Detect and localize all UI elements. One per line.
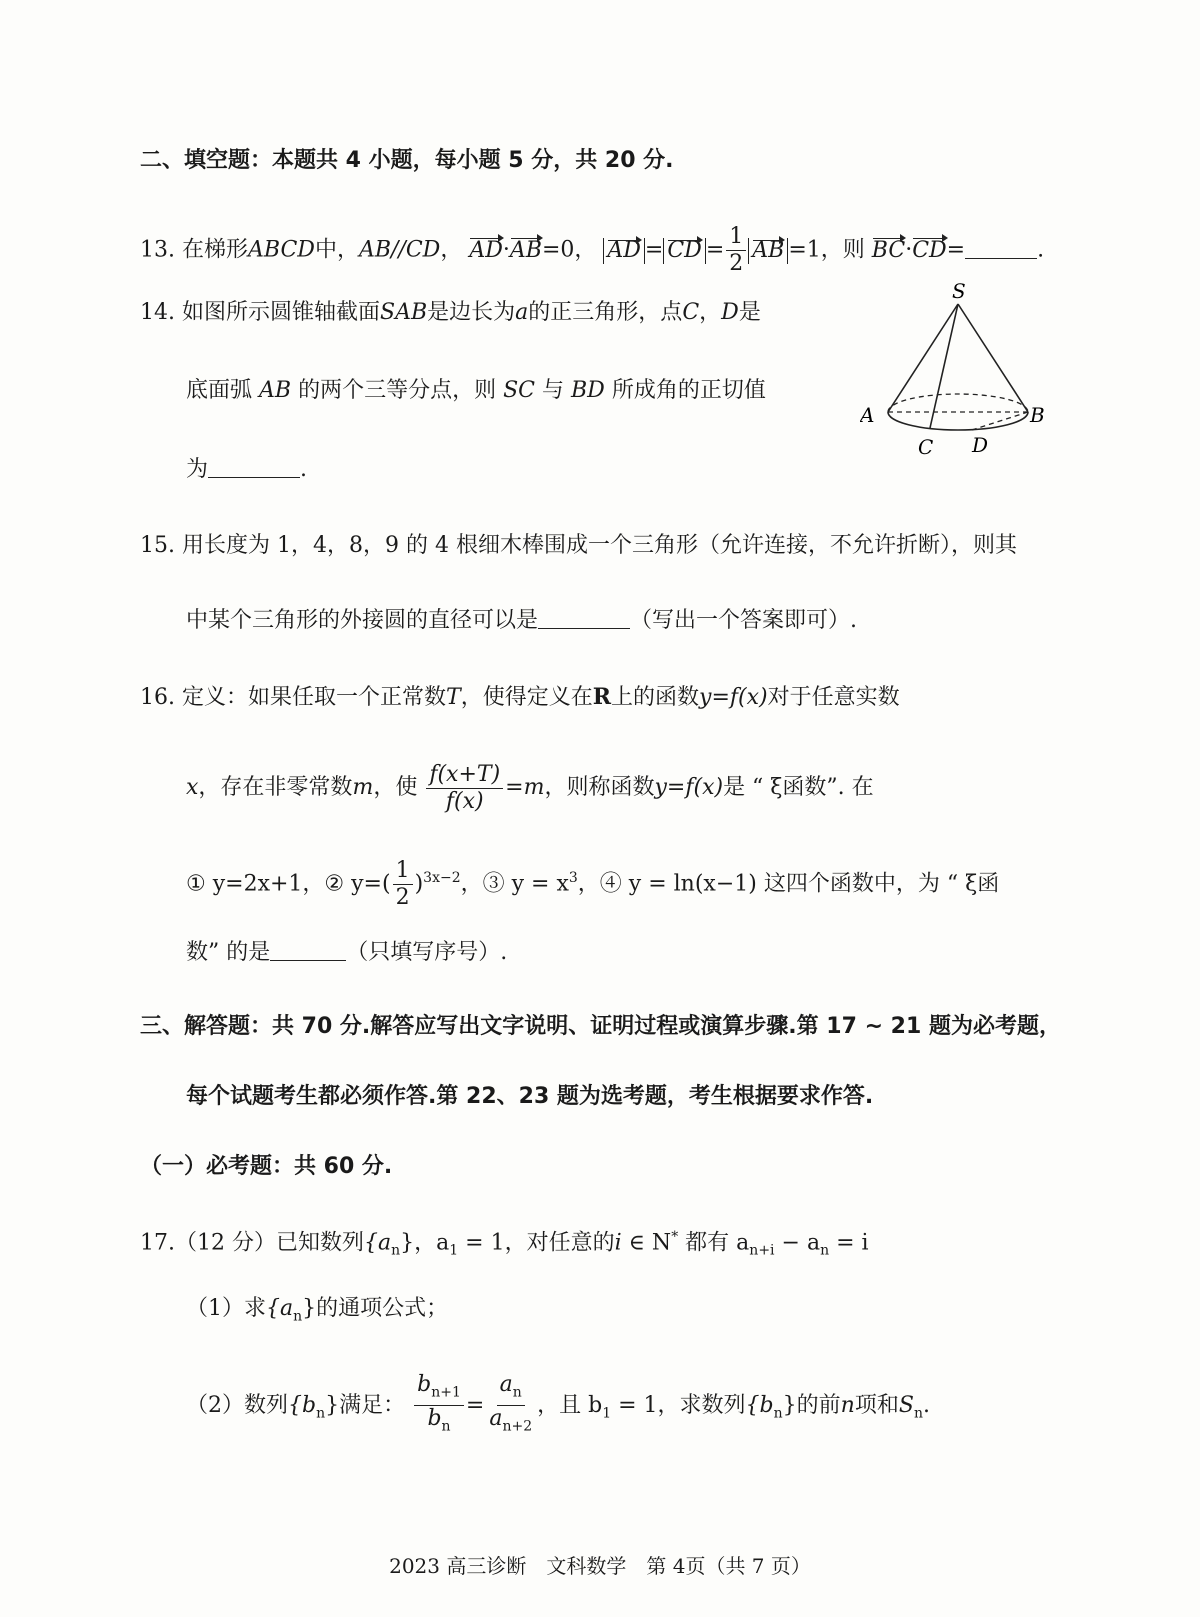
q16-x: x [186, 775, 199, 800]
section3-title: 三、解答题：共 70 分.解答应写出文字说明、证明过程或演算步骤.第 17 ~ 21 题为必考题， [140, 1014, 1061, 1039]
seq-a: {a [266, 1296, 294, 1321]
q17-text: （2）数列 [186, 1392, 288, 1418]
q14-text: 如图所示圆锥轴截面 [182, 300, 381, 325]
q16-t: T [446, 685, 461, 710]
subscript: n+i [749, 1242, 775, 1259]
q16-text: ，使得定义在 [460, 685, 593, 710]
q17-fraction-a [486, 1372, 535, 1440]
q14-bd: BD [571, 378, 605, 403]
q17-text: 的通项公式； [316, 1296, 449, 1321]
q17-text: = i [829, 1230, 869, 1256]
subscript: n [913, 1405, 923, 1422]
q15-text: 中某个三角形的外接圆的直径可以是 [186, 608, 539, 633]
q16-text: ) [414, 871, 424, 897]
seq-a: {a [363, 1230, 392, 1256]
q16-m: m [523, 775, 545, 800]
q14-d: D [721, 300, 739, 325]
numerator: f(x+T) [426, 762, 503, 789]
subscript: 1 [449, 1242, 459, 1259]
denominator: b [427, 1406, 442, 1432]
q14-text: 所成角的正切值 [611, 378, 766, 403]
q16-text: 对于任意实数 [767, 685, 900, 710]
q16-number: 16. [140, 685, 175, 710]
vector-cd: CD [667, 237, 702, 263]
question-16-line3 [186, 848, 999, 914]
q16-text: （只填写序号）. [346, 940, 508, 965]
q17-text: ，a [414, 1230, 450, 1256]
q14-text: . [300, 457, 308, 482]
question-14-line2 [186, 376, 766, 406]
q17-text: 项和 [854, 1392, 899, 1418]
q17-text: } [325, 1392, 340, 1418]
q14-text: ， [699, 300, 722, 325]
question-17-part2 [186, 1372, 930, 1443]
section2-title: 二、填空题：本题共 4 小题，每小题 5 分，共 20 分. [140, 148, 674, 173]
q16-text: ，存在非零常数 [198, 775, 353, 800]
q14-a: a [515, 300, 529, 325]
superscript: * [671, 1229, 679, 1245]
subscript: n [820, 1242, 830, 1259]
subscript: n [512, 1384, 522, 1401]
cone-label-b: B [1030, 403, 1045, 427]
q17-text: = 1，求数列 [611, 1392, 746, 1418]
q16-fx: y=f(x) [654, 775, 724, 800]
cone-label-d: D [972, 433, 989, 457]
q14-number: 14. [140, 300, 175, 325]
q16-m: m [352, 775, 374, 800]
q17-text: } [302, 1296, 317, 1321]
q17-fraction-b [414, 1372, 464, 1440]
answer-blank [208, 457, 300, 478]
vector-ad: AD [607, 237, 641, 263]
vector-cd: CD [912, 236, 946, 266]
q17-n: n [840, 1392, 855, 1418]
q15-text: 用长度为 1，4，8，9 的 4 根细木棒围成一个三角形（允许连接，不允许折断），则其 [182, 533, 1017, 558]
q17-text: 的前 [796, 1392, 841, 1418]
q16-text: 定义：如果任取一个正常数 [182, 685, 447, 710]
q17-text: （1）求 [186, 1296, 266, 1321]
denominator: 2 [395, 884, 410, 910]
q17-text: } [400, 1230, 415, 1256]
q13-text: 在梯形 [182, 237, 249, 263]
q14-text: 的两个三等分点，则 [298, 378, 497, 403]
page-footer: 2023 高三诊断 文科数学 第 4页（共 7 页） [389, 1554, 811, 1578]
subscript: n [293, 1308, 303, 1325]
question-15-line1 [140, 531, 1017, 561]
subscript: n+2 [502, 1418, 533, 1435]
q16-text: 上的函数 [611, 685, 700, 710]
numerator: 1 [726, 224, 746, 251]
subscript: n [441, 1418, 451, 1435]
cone-label-s: S [952, 282, 966, 303]
vector-ad: AD [469, 236, 503, 266]
q17-i: i [614, 1230, 622, 1256]
question-15-line2 [186, 606, 857, 636]
question-17-part1 [186, 1294, 448, 1331]
question-14-line3 [186, 455, 307, 485]
fraction-half [726, 224, 746, 277]
denominator: 2 [729, 251, 744, 276]
cone-segment-sc [930, 304, 958, 428]
cone-label-c: C [918, 435, 934, 459]
question-14-line1 [140, 298, 761, 328]
denominator: f(x) [445, 788, 484, 814]
q14-text: 为 [186, 457, 209, 482]
question-16-line4 [186, 938, 507, 968]
q15-text: （写出一个答案即可）. [630, 608, 858, 633]
q17-text: − a [774, 1230, 821, 1256]
numerator: 1 [393, 858, 413, 885]
q15-number: 15. [140, 533, 175, 558]
subscript: n+1 [431, 1384, 461, 1401]
question-13: 13. 在梯形ABCD中，AB//CD， AD·AB=0， AD = CD = $\frac{1}{2}$ AB =1，则 BC·CD= . [140, 224, 1045, 276]
q16-text: ，④ y = ln(x−1) 这四个函数中，为 “ ξ函 [577, 871, 1000, 897]
cone-figure [860, 282, 1070, 472]
q17-text: 都有 a [678, 1230, 750, 1256]
part1-title: （一）必考题：共 60 分. [140, 1154, 393, 1179]
q13-text: ， [440, 237, 463, 263]
q16-text: ，使 [373, 775, 418, 800]
q17-text: ∈ N [621, 1230, 672, 1256]
fraction-half [393, 858, 413, 911]
question-16-line2 [186, 760, 874, 816]
q14-sc: SC [503, 378, 535, 403]
q16-real-set: R [592, 684, 612, 710]
q16-text: 是 “ ξ函数”. 在 [723, 775, 874, 800]
q14-text: 的正三角形，点 [528, 300, 683, 325]
q17-text: 满足： [339, 1392, 406, 1418]
q17-s: S [898, 1392, 914, 1418]
question-17-stem [140, 1222, 869, 1266]
q16-text: ① y=2x+1，② y=( [186, 871, 391, 897]
answer-blank [965, 238, 1037, 259]
q16-text: 数” 的是 [186, 940, 271, 965]
q16-fraction [426, 762, 503, 815]
q14-c: C [682, 300, 700, 325]
q17-text: = [465, 1392, 485, 1418]
q16-text: ，则称函数 [544, 775, 655, 800]
q16-text: = [505, 775, 524, 800]
q13-text: =0， [541, 237, 597, 263]
q13-parallel: AB//CD [358, 237, 441, 263]
denominator: a [489, 1406, 503, 1432]
q13-abcd: ABCD [248, 237, 315, 263]
q13-text: =1，则 [788, 237, 865, 263]
seq-b: {b [745, 1392, 774, 1418]
vector-bc: BC [872, 236, 905, 266]
q14-text: 与 [542, 378, 565, 403]
question-16-line1 [140, 682, 900, 713]
vector-ab: AB [510, 236, 542, 266]
q17-text: . [922, 1392, 930, 1418]
q13-number: 13. [140, 237, 175, 263]
numerator: b [417, 1372, 432, 1397]
answer-blank [538, 608, 630, 629]
q14-text: 是 [738, 300, 761, 325]
q16-exponent: 3 [568, 870, 578, 886]
q17-text: } [782, 1392, 797, 1418]
q14-text: 是边长为 [427, 300, 516, 325]
answer-blank [270, 940, 346, 961]
q16-exponent: 3x−2 [423, 870, 461, 886]
section3-subtitle: 每个试题考生都必须作答.第 22、23 题为选考题，考生根据要求作答. [186, 1084, 874, 1109]
subscript: n [391, 1242, 401, 1259]
seq-b: {b [288, 1392, 317, 1418]
q17-text: 17.（12 分）已知数列 [140, 1230, 364, 1256]
cone-base-back-arc [888, 394, 1028, 412]
q14-sab: SAB [380, 300, 428, 325]
q13-text: = [946, 237, 966, 263]
q16-text: ，③ y = x [460, 871, 569, 897]
numerator: a [499, 1372, 513, 1397]
q17-text: = 1，对任意的 [458, 1230, 615, 1256]
subscript: 1 [602, 1405, 612, 1422]
q14-ab: AB [259, 378, 292, 403]
vector-ab: AB [752, 237, 785, 263]
q16-fx: y=f(x) [699, 685, 768, 710]
cone-label-a: A [860, 403, 875, 427]
q14-text: 底面弧 [186, 378, 253, 403]
subscript: n [773, 1405, 783, 1422]
subscript: n [316, 1405, 326, 1422]
q17-text: ，且 b [537, 1392, 603, 1418]
q13-text: 中， [314, 237, 359, 263]
cone-base-front-arc [888, 412, 1028, 430]
